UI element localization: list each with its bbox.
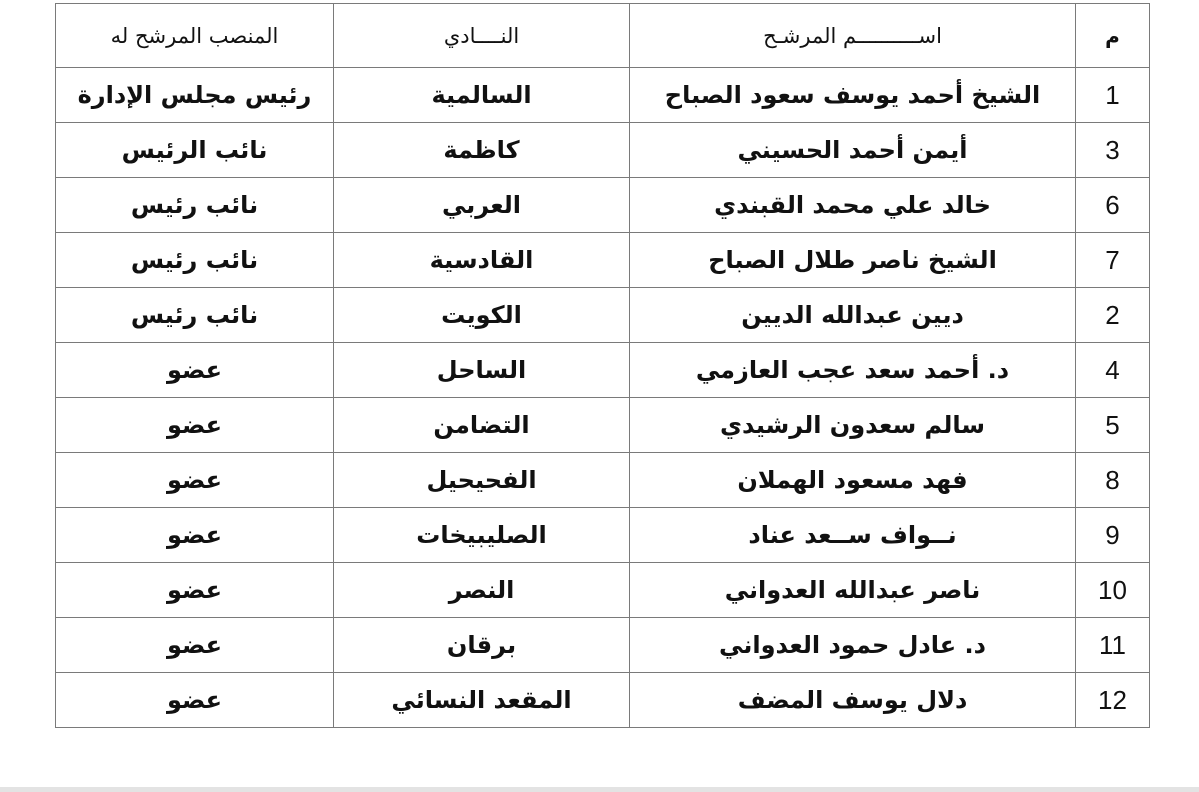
row-number: 12 [1076,673,1150,728]
position-name: رئيس مجلس الإدارة [56,68,334,123]
table-row [56,453,1150,508]
table-row [56,288,1150,343]
position-name: عضو [56,343,334,398]
position-name: نائب رئيس [56,233,334,288]
candidate-name: ديين عبدالله الديين [630,288,1076,343]
row-number: 7 [1076,233,1150,288]
position-name: عضو [56,508,334,563]
candidate-name: د. أحمد سعد عجب العازمي [630,343,1076,398]
candidate-name: د. عادل حمود العدواني [630,618,1076,673]
row-number: 1 [1076,68,1150,123]
table-row [56,343,1150,398]
header-club: النــــادي [334,4,630,68]
row-number: 5 [1076,398,1150,453]
table-row [56,233,1150,288]
position-name: عضو [56,453,334,508]
club-name: التضامن [334,398,630,453]
club-name: السالمية [334,68,630,123]
candidates-table [55,3,1150,728]
club-name: الساحل [334,343,630,398]
row-number: 2 [1076,288,1150,343]
header-number: م [1076,4,1150,68]
position-name: نائب الرئيس [56,123,334,178]
header-candidate-name: اســــــــــم المرشـح [630,4,1076,68]
candidate-name: خالد علي محمد القبندي [630,178,1076,233]
table-header [56,4,1150,68]
candidate-name: سالم سعدون الرشيدي [630,398,1076,453]
table-body [56,68,1150,728]
row-number: 4 [1076,343,1150,398]
table-row [56,178,1150,233]
row-number: 10 [1076,563,1150,618]
candidate-name: فهد مسعود الهملان [630,453,1076,508]
table-row [56,123,1150,178]
club-name: الكويت [334,288,630,343]
position-name: نائب رئيس [56,288,334,343]
club-name: النصر [334,563,630,618]
club-name: برقان [334,618,630,673]
club-name: العربي [334,178,630,233]
club-name: الصليبيخات [334,508,630,563]
table-row [56,508,1150,563]
candidate-name: الشيخ ناصر طلال الصباح [630,233,1076,288]
candidate-name: نــواف ســعد عناد [630,508,1076,563]
position-name: عضو [56,618,334,673]
position-name: نائب رئيس [56,178,334,233]
table-row [56,563,1150,618]
position-name: عضو [56,673,334,728]
table-row [56,68,1150,123]
row-number: 6 [1076,178,1150,233]
candidate-name: ناصر عبدالله العدواني [630,563,1076,618]
position-name: عضو [56,398,334,453]
position-name: عضو [56,563,334,618]
table-row [56,673,1150,728]
candidate-name: دلال يوسف المضف [630,673,1076,728]
candidate-name: الشيخ أحمد يوسف سعود الصباح [630,68,1076,123]
header-position: المنصب المرشح له [56,4,334,68]
row-number: 8 [1076,453,1150,508]
bottom-divider [0,787,1199,792]
row-number: 3 [1076,123,1150,178]
club-name: المقعد النسائي [334,673,630,728]
club-name: القادسية [334,233,630,288]
table-row [56,618,1150,673]
club-name: كاظمة [334,123,630,178]
club-name: الفحيحيل [334,453,630,508]
candidate-name: أيمن أحمد الحسيني [630,123,1076,178]
header-row [56,4,1150,68]
row-number: 9 [1076,508,1150,563]
row-number: 11 [1076,618,1150,673]
table-row [56,398,1150,453]
